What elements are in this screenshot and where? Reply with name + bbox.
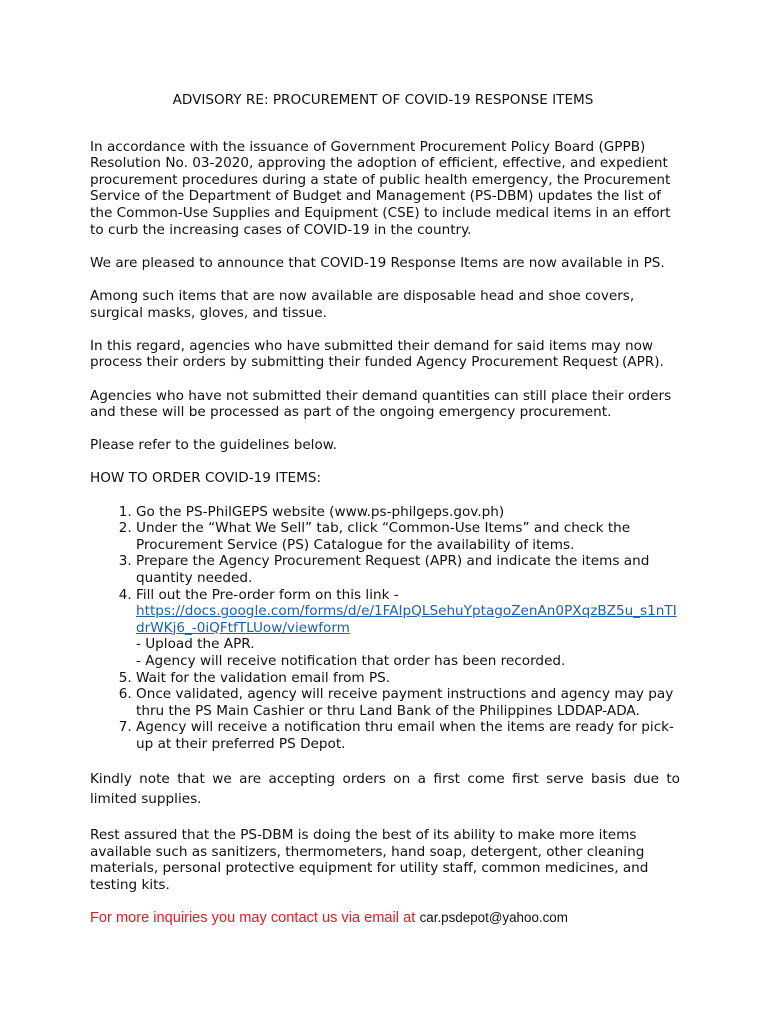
step-text: Fill out the Pre-order form on this link -	[136, 586, 399, 603]
contact-line	[90, 910, 680, 927]
list-item	[136, 553, 680, 586]
paragraph-items: Among such items that are now available are disposable head and shoe covers, surgical masks, gloves, and tissue.	[90, 287, 635, 321]
paragraph-regard: In this regard, agencies who have submitted their demand for said items may now process their orders by submitting their funded Agency Procurement Request (APR).	[90, 337, 664, 371]
list-item	[136, 670, 680, 687]
step-text: Wait for the validation email from PS.	[136, 669, 391, 686]
list-item	[136, 504, 680, 521]
document-page	[90, 92, 680, 943]
section-heading: HOW TO ORDER COVID-19 ITEMS:	[90, 470, 322, 487]
list-item	[136, 719, 680, 752]
paragraph-agencies: Agencies who have not submitted their demand quantities can still place their orders and these will be processed as part of the ongoing emergency procurement.	[90, 387, 672, 421]
contact-email[interactable]: car.psdepot@yahoo.com	[419, 910, 568, 926]
list-item	[136, 686, 680, 719]
preorder-form-link[interactable]: https://docs.google.com/forms/d/e/1FAIpQLSehuYptagoZenAn0PXqzBZ5u_s1nTIdrWKj6_-0iQFtfTLUow/viewform	[136, 603, 677, 636]
list-item	[136, 520, 680, 553]
paragraph-closing: Rest assured that the PS-DBM is doing the best of its ability to make more items available such as sanitizers, thermometers, hand soap, detergent, other cleaning materials, personal protective equipment for utility staff, common medicines, and testing kits.	[90, 827, 649, 893]
step-text: Prepare the Agency Procurement Request (APR) and indicate the items and quantity needed.	[136, 553, 650, 587]
paragraph-refer: Please refer to the guidelines below.	[90, 437, 337, 454]
step-text: Once validated, agency will receive payment instructions and agency may pay thru the PS Main Cashier or thru Land Bank of the Philippines LDDAP-ADA.	[136, 686, 674, 719]
paragraph-intro: In accordance with the issuance of Government Procurement Policy Board (GPPB) Resolution No. 03-2020, approving the adoption of efficient, effective, and expedient procurement procedures during a state of public health emergency, the Procurement Service of the Department of Budget and Management (PS-DBM) updates the list of the Common-Use Supplies and Equipment (CSE) to include medical items in an effort to curb the increasing cases of COVID-19 in the country.	[90, 138, 671, 238]
paragraph-announcement: We are pleased to announce that COVID-19 Response Items are now available in PS.	[90, 254, 665, 271]
step-subitem: - Upload the APR.	[136, 636, 255, 653]
step-text: Go the PS-PhilGEPS website (www.ps-philgeps.gov.ph)	[136, 503, 505, 520]
steps-list	[90, 504, 680, 753]
step-text: Under the “What We Sell” tab, click “Common-Use Items” and check the Procurement Service (PS) Catalogue for the availability of items.	[136, 520, 631, 553]
paragraph-note: Kindly note that we are accepting orders on a first come first serve basis due to limited supplies.	[90, 771, 680, 808]
list-item	[136, 587, 680, 670]
contact-label: For more inquiries you may contact us via email at	[90, 910, 416, 927]
step-text: Agency will receive a notification thru email when the items are ready for pick-up at their preferred PS Depot.	[136, 719, 674, 752]
step-subitem: - Agency will receive notification that order has been recorded.	[136, 653, 566, 669]
page-title: ADVISORY RE: PROCUREMENT OF COVID-19 RESPONSE ITEMS	[172, 92, 594, 108]
